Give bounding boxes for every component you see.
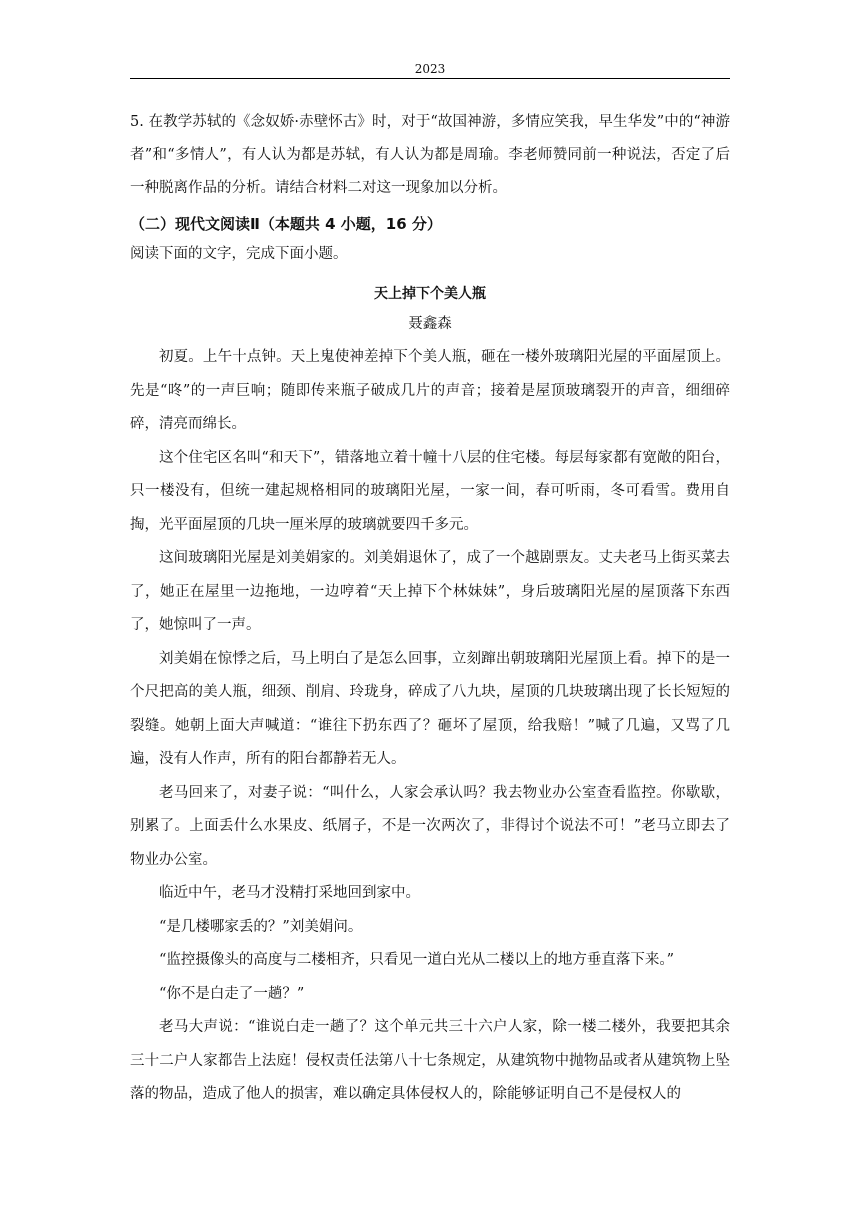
article-paragraph: 初夏。上午十点钟。天上鬼使神差掉下个美人瓶，砸在一楼外玻璃阳光屋的平面屋顶上。先是“咚”的一声巨响；随即传来瓶子破成几片的声音；接着是屋顶玻璃裂开的声音，细细碎碎，清亮而绵长。 bbox=[130, 349, 730, 432]
article-paragraph: 这间玻璃阳光屋是刘美娟家的。刘美娟退休了，成了一个越剧票友。丈夫老马上街买菜去了，她正在屋里一边拖地，一边哼着“天上掉下个林妹妹”，身后玻璃阳光屋的屋顶落下东西了，她惊叫了一声。 bbox=[130, 550, 730, 633]
question-5: 5. 在教学苏轼的《念奴娇·赤壁怀古》时，对于“故国神游，多情应笑我，早生华发”中的“神游者”和“多情人”，有人认为都是苏轼，有人认为都是周瑜。李老师赞同前一种说法，否定了后一种脱离作品的分析。请结合材料二对这一现象加以分析。 bbox=[130, 114, 730, 196]
section-instruction: 阅读下面的文字，完成下面小题。 bbox=[130, 246, 348, 262]
section-heading: （二）现代文阅读Ⅱ（本题共 4 小题，16 分） bbox=[130, 215, 442, 233]
page-header-year: 2023 bbox=[414, 62, 446, 76]
page-content bbox=[130, 106, 730, 1112]
article-paragraph: 临近中午，老马才没精打采地回到家中。 bbox=[159, 885, 420, 901]
article-title: 天上掉下个美人瓶 bbox=[374, 286, 486, 302]
header-rule bbox=[130, 78, 730, 79]
article-paragraph: 刘美娟在惊悸之后，马上明白了是怎么回事，立刻蹿出朝玻璃阳光屋顶上看。掉下的是一个尺把高的美人瓶，细颈、削肩、玲珑身，碎成了八九块，屋顶的几块玻璃出现了长长短短的裂缝。她朝上面大声喊道：“谁往下扔东西了？砸坏了屋顶，给我赔！”喊了几遍，又骂了几遍，没有人作声，所有的阳台都静若无人。 bbox=[130, 650, 730, 767]
article-paragraph: “监控摄像头的高度与二楼相齐，只看见一道白光从二楼以上的地方垂直落下来。” bbox=[159, 952, 675, 968]
article-paragraph: “是几楼哪家丢的？”刘美娟问。 bbox=[159, 918, 363, 935]
article-paragraph: “你不是白走了一趟？” bbox=[159, 985, 305, 1002]
article-paragraph: 这个住宅区名叫“和天下”，错落地立着十幢十八层的住宅楼。每层每家都有宽敞的阳台，只一楼没有，但统一建起规格相同的玻璃阳光屋，一家一间，春可听雨，冬可看雪。费用自掏，光平面屋顶的几块一厘米厚的玻璃就要四千多元。 bbox=[130, 449, 730, 533]
article-author: 聂鑫森 bbox=[408, 316, 452, 332]
article-paragraph: 老马大声说：“谁说白走一趟了？这个单元共三十六户人家，除一楼二楼外，我要把其余三十二户人家都告上法庭！侵权责任法第八十七条规定，从建筑物中抛物品或者从建筑物上坠落的物品，造成了他人的损害，难以确定具体侵权人的，除能够证明自己不是侵权人的 bbox=[130, 1019, 730, 1102]
article-paragraph: 老马回来了，对妻子说：“叫什么，人家会承认吗？我去物业办公室查看监控。你歇歇，别累了。上面丢什么水果皮、纸屑子，不是一次两次了，非得讨个说法不可！”老马立即去了物业办公室。 bbox=[130, 784, 730, 868]
